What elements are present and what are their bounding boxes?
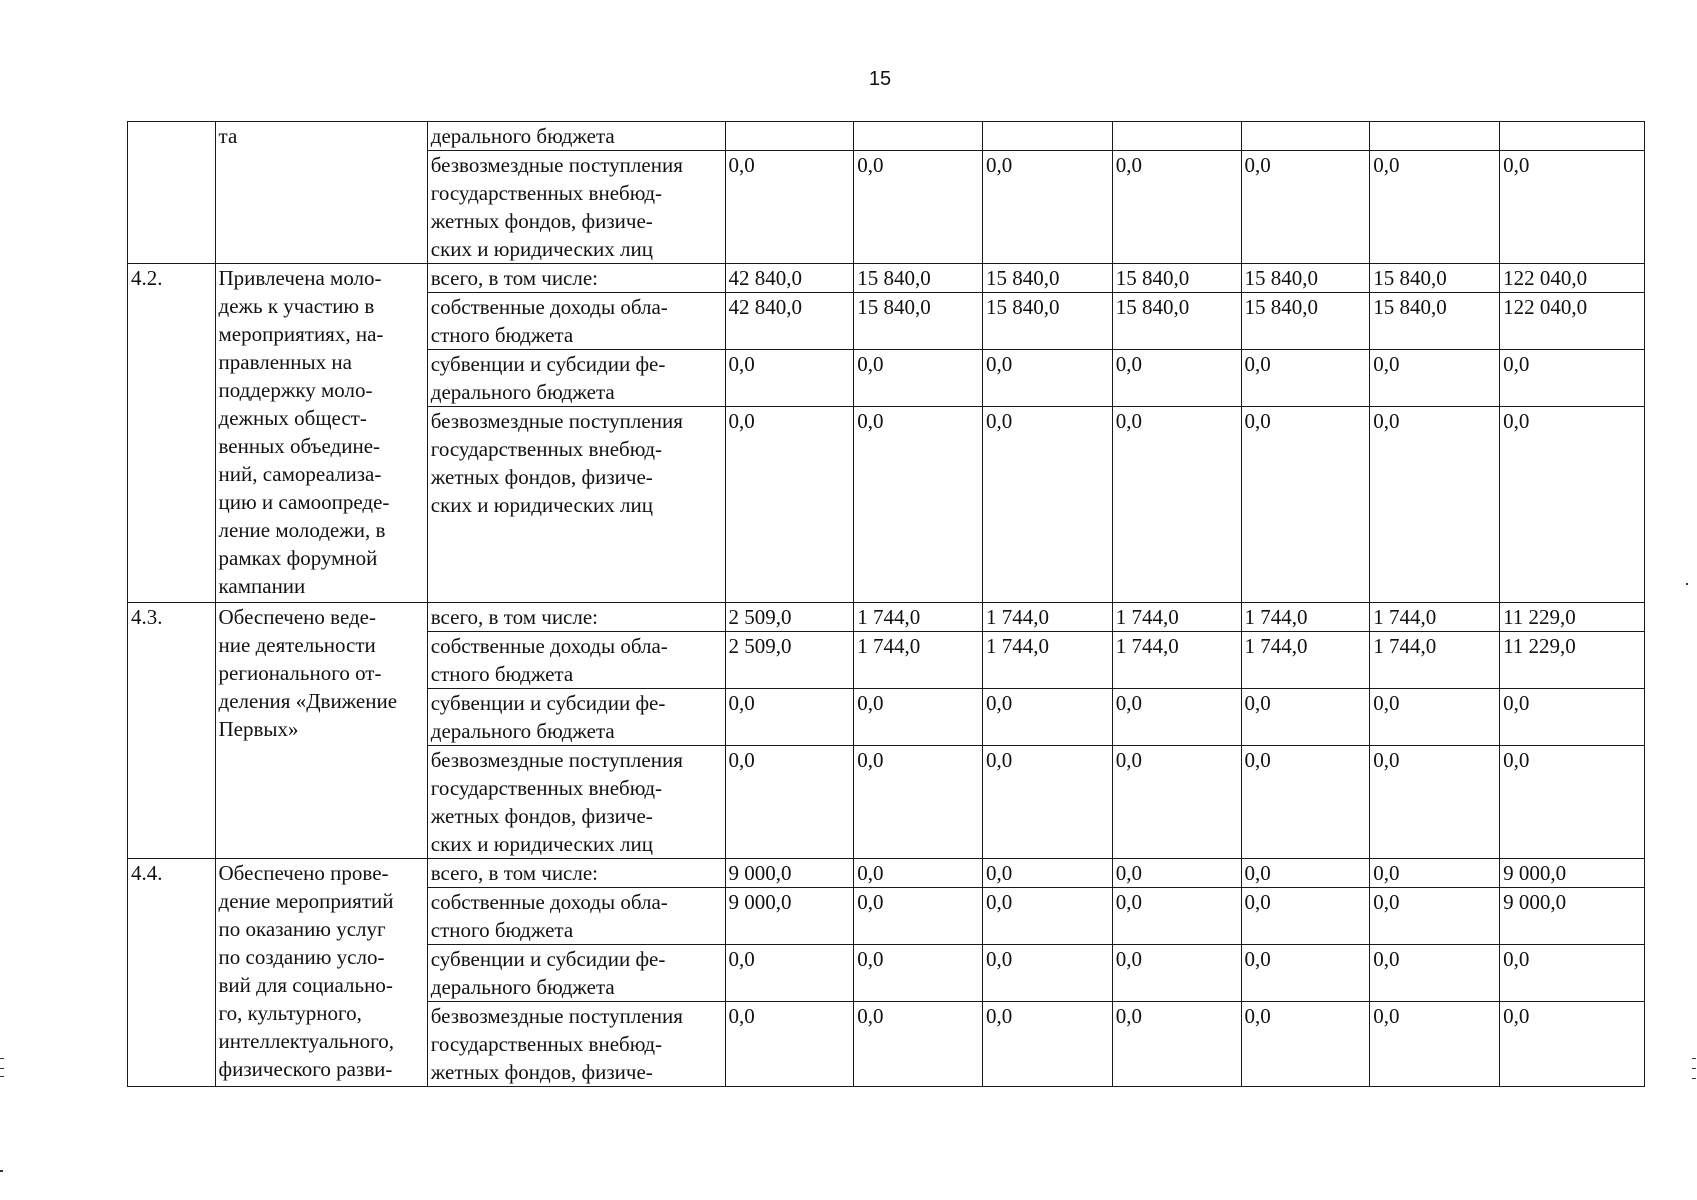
year-value-cell: 1 744,0 — [1112, 632, 1241, 689]
year-value-cell: 0,0 — [854, 859, 983, 888]
funding-source-line: собственные доходы обла- — [430, 890, 668, 914]
funding-source-cell — [427, 945, 725, 1002]
year-value-cell: 0,0 — [1241, 407, 1370, 603]
year-value-cell: 1 744,0 — [983, 603, 1113, 632]
funding-source-line: всего, в том числе: — [430, 266, 599, 290]
year-value-cell: 15 840,0 — [854, 293, 983, 350]
year-value-cell: 0,0 — [854, 407, 983, 603]
funding-source-line: государственных внебюд- — [430, 181, 663, 205]
year-value-cell: 15 840,0 — [1370, 264, 1500, 293]
year-value-cell: 9 000,0 — [725, 859, 854, 888]
year-value-cell: 0,0 — [983, 888, 1113, 945]
year-value-cell: 15 840,0 — [1112, 264, 1241, 293]
year-value-cell: 0,0 — [1112, 746, 1241, 859]
funding-source-line: ских и юридических лиц — [430, 237, 653, 261]
total-value-cell: 0,0 — [1500, 1002, 1645, 1087]
year-value-cell: 1 744,0 — [1370, 603, 1500, 632]
year-value-cell: 0,0 — [1370, 945, 1500, 1002]
year-value-cell: 0,0 — [1370, 859, 1500, 888]
description-line: та — [218, 124, 238, 148]
scan-mark — [1692, 1068, 1696, 1069]
description-line: Обеспечено прове- — [218, 861, 389, 885]
total-value-cell: 0,0 — [1500, 407, 1645, 603]
year-value-cell: 2 509,0 — [725, 603, 854, 632]
funding-source-cell — [427, 293, 725, 350]
year-value-cell: 15 840,0 — [1112, 293, 1241, 350]
funding-source-cell — [427, 122, 725, 151]
scan-mark — [0, 1076, 4, 1077]
item-number-cell: 4.4. — [128, 859, 216, 1087]
year-value-cell — [1241, 122, 1370, 151]
year-value-cell: 15 840,0 — [1241, 293, 1370, 350]
description-line: правленных на — [218, 350, 352, 374]
funding-source-line: субвенции и субсидии фе- — [430, 947, 666, 971]
year-value-cell: 0,0 — [854, 350, 983, 407]
budget-table — [127, 121, 1645, 1087]
year-value-cell: 0,0 — [1241, 945, 1370, 1002]
item-number-cell: 4.2. — [128, 264, 216, 603]
funding-source-line: жетных фондов, физиче- — [430, 804, 653, 828]
total-value-cell: 0,0 — [1500, 151, 1645, 264]
description-line: ление молодежи, в — [218, 518, 386, 542]
year-value-cell: 0,0 — [983, 689, 1113, 746]
funding-source-line: жетных фондов, физиче- — [430, 209, 653, 233]
scan-mark — [1686, 583, 1688, 585]
funding-source-cell — [427, 264, 725, 293]
description-line: рамках форумной — [218, 546, 378, 570]
table-row — [128, 122, 1645, 151]
funding-source-cell — [427, 888, 725, 945]
funding-source-cell — [427, 407, 725, 603]
scan-mark — [0, 1068, 4, 1069]
funding-source-cell — [427, 746, 725, 859]
year-value-cell: 1 744,0 — [1241, 603, 1370, 632]
funding-source-line: стного бюджета — [430, 918, 574, 942]
year-value-cell: 0,0 — [1241, 859, 1370, 888]
year-value-cell: 1 744,0 — [983, 632, 1113, 689]
year-value-cell: 0,0 — [1370, 407, 1500, 603]
total-value-cell: 122 040,0 — [1500, 293, 1645, 350]
year-value-cell: 15 840,0 — [854, 264, 983, 293]
item-number-cell: 4.3. — [128, 603, 216, 859]
year-value-cell: 15 840,0 — [1241, 264, 1370, 293]
year-value-cell: 15 840,0 — [983, 293, 1113, 350]
description-line: цию и самоопреде- — [218, 490, 390, 514]
year-value-cell: 42 840,0 — [725, 264, 854, 293]
description-line: поддержку моло- — [218, 378, 373, 402]
description-line: го, культурного, — [218, 1001, 362, 1025]
description-line: Привлечена моло- — [218, 266, 382, 290]
funding-source-line: всего, в том числе: — [430, 605, 599, 629]
total-value-cell: 11 229,0 — [1500, 603, 1645, 632]
year-value-cell: 0,0 — [983, 746, 1113, 859]
year-value-cell: 1 744,0 — [1370, 632, 1500, 689]
scan-mark — [1692, 1058, 1696, 1059]
year-value-cell: 0,0 — [854, 746, 983, 859]
funding-source-line: стного бюджета — [430, 662, 574, 686]
total-value-cell — [1500, 122, 1645, 151]
description-line: ние деятельности — [218, 633, 376, 657]
description-line: деления «Движение — [218, 689, 398, 713]
item-description-cell — [215, 264, 427, 603]
year-value-cell: 0,0 — [1112, 151, 1241, 264]
year-value-cell: 0,0 — [983, 407, 1113, 603]
year-value-cell: 0,0 — [725, 1002, 854, 1087]
year-value-cell: 0,0 — [725, 945, 854, 1002]
funding-source-line: жетных фондов, физиче- — [430, 1060, 653, 1084]
year-value-cell: 0,0 — [1370, 151, 1500, 264]
table-row — [128, 603, 1645, 632]
year-value-cell: 0,0 — [983, 1002, 1113, 1087]
funding-source-line: дерального бюджета — [430, 719, 615, 743]
year-value-cell: 9 000,0 — [725, 888, 854, 945]
year-value-cell: 0,0 — [854, 945, 983, 1002]
funding-source-line: безвозмездные поступления — [430, 1004, 683, 1028]
year-value-cell: 0,0 — [1241, 151, 1370, 264]
funding-source-cell — [427, 350, 725, 407]
funding-source-line: субвенции и субсидии фе- — [430, 352, 666, 376]
description-line: дежь к участию в — [218, 294, 375, 318]
description-line: регионального от- — [218, 661, 382, 685]
year-value-cell: 0,0 — [725, 151, 854, 264]
description-line: венных объедине- — [218, 434, 381, 458]
total-value-cell: 0,0 — [1500, 945, 1645, 1002]
year-value-cell: 0,0 — [983, 859, 1113, 888]
year-value-cell: 0,0 — [725, 407, 854, 603]
description-line: мероприятиях, на- — [218, 322, 384, 346]
year-value-cell: 42 840,0 — [725, 293, 854, 350]
year-value-cell: 0,0 — [1112, 689, 1241, 746]
description-line: интеллектуального, — [218, 1029, 394, 1053]
funding-source-line: государственных внебюд- — [430, 1032, 663, 1056]
year-value-cell: 0,0 — [1370, 1002, 1500, 1087]
year-value-cell: 0,0 — [1370, 689, 1500, 746]
year-value-cell: 0,0 — [854, 151, 983, 264]
description-line: физического разви- — [218, 1057, 393, 1081]
scan-mark — [0, 1058, 4, 1059]
funding-source-line: стного бюджета — [430, 323, 574, 347]
description-line: кампании — [218, 574, 306, 598]
year-value-cell: 1 744,0 — [1112, 603, 1241, 632]
funding-source-line: субвенции и субсидии фе- — [430, 691, 666, 715]
total-value-cell: 0,0 — [1500, 350, 1645, 407]
year-value-cell: 0,0 — [1112, 407, 1241, 603]
year-value-cell: 0,0 — [1241, 746, 1370, 859]
year-value-cell: 0,0 — [1241, 350, 1370, 407]
year-value-cell: 1 744,0 — [854, 603, 983, 632]
funding-source-cell — [427, 1002, 725, 1087]
year-value-cell: 0,0 — [983, 945, 1113, 1002]
year-value-cell: 0,0 — [725, 689, 854, 746]
year-value-cell: 0,0 — [1370, 350, 1500, 407]
funding-source-line: всего, в том числе: — [430, 861, 599, 885]
year-value-cell: 0,0 — [725, 350, 854, 407]
year-value-cell: 0,0 — [1370, 746, 1500, 859]
item-description-cell — [215, 603, 427, 859]
year-value-cell: 1 744,0 — [1241, 632, 1370, 689]
funding-source-line: безвозмездные поступления — [430, 409, 683, 433]
year-value-cell: 0,0 — [1112, 945, 1241, 1002]
funding-source-line: дерального бюджета — [430, 380, 615, 404]
scan-mark — [1692, 1078, 1696, 1079]
description-line: по оказанию услуг — [218, 917, 386, 941]
total-value-cell: 9 000,0 — [1500, 859, 1645, 888]
year-value-cell: 0,0 — [1241, 689, 1370, 746]
year-value-cell: 15 840,0 — [1370, 293, 1500, 350]
year-value-cell: 0,0 — [1112, 1002, 1241, 1087]
year-value-cell: 0,0 — [1112, 888, 1241, 945]
table-row — [128, 264, 1645, 293]
item-description-cell — [215, 122, 427, 264]
year-value-cell: 0,0 — [983, 350, 1113, 407]
year-value-cell: 0,0 — [1112, 350, 1241, 407]
year-value-cell: 0,0 — [1241, 1002, 1370, 1087]
year-value-cell: 0,0 — [983, 151, 1113, 264]
year-value-cell: 0,0 — [854, 689, 983, 746]
year-value-cell: 2 509,0 — [725, 632, 854, 689]
funding-source-line: собственные доходы обла- — [430, 634, 668, 658]
description-line: Обеспечено веде- — [218, 605, 376, 629]
funding-source-line: государственных внебюд- — [430, 776, 663, 800]
year-value-cell — [983, 122, 1113, 151]
table-body — [128, 122, 1645, 1087]
page-number: 15 — [868, 68, 892, 90]
table-row — [128, 859, 1645, 888]
funding-source-cell — [427, 603, 725, 632]
year-value-cell — [1370, 122, 1500, 151]
funding-source-line: жетных фондов, физиче- — [430, 465, 653, 489]
year-value-cell: 0,0 — [854, 888, 983, 945]
total-value-cell: 0,0 — [1500, 689, 1645, 746]
scan-mark — [0, 1170, 3, 1172]
description-line: по созданию усло- — [218, 945, 385, 969]
description-line: ний, самореализа- — [218, 462, 382, 486]
funding-source-line: дерального бюджета — [430, 975, 615, 999]
year-value-cell — [854, 122, 983, 151]
year-value-cell — [725, 122, 854, 151]
funding-source-cell — [427, 151, 725, 264]
year-value-cell: 0,0 — [1370, 888, 1500, 945]
total-value-cell: 122 040,0 — [1500, 264, 1645, 293]
funding-source-line: дерального бюджета — [430, 124, 615, 148]
year-value-cell: 1 744,0 — [854, 632, 983, 689]
year-value-cell: 15 840,0 — [983, 264, 1113, 293]
item-description-cell — [215, 859, 427, 1087]
total-value-cell: 0,0 — [1500, 746, 1645, 859]
year-value-cell: 0,0 — [725, 746, 854, 859]
year-value-cell — [1112, 122, 1241, 151]
funding-source-line: государственных внебюд- — [430, 437, 663, 461]
funding-source-line: ских и юридических лиц — [430, 493, 653, 517]
description-line: вий для социально- — [218, 973, 393, 997]
item-number-cell — [128, 122, 216, 264]
year-value-cell: 0,0 — [1112, 859, 1241, 888]
funding-source-line: безвозмездные поступления — [430, 153, 683, 177]
funding-source-cell — [427, 859, 725, 888]
description-line: дение мероприятий — [218, 889, 394, 913]
year-value-cell: 0,0 — [1241, 888, 1370, 945]
total-value-cell: 11 229,0 — [1500, 632, 1645, 689]
funding-source-cell — [427, 632, 725, 689]
year-value-cell: 0,0 — [854, 1002, 983, 1087]
funding-source-line: безвозмездные поступления — [430, 748, 683, 772]
funding-source-line: ских и юридических лиц — [430, 832, 653, 856]
description-line: дежных общест- — [218, 406, 367, 430]
funding-source-cell — [427, 689, 725, 746]
description-line: Первых» — [218, 717, 299, 741]
funding-source-line: собственные доходы обла- — [430, 295, 668, 319]
total-value-cell: 9 000,0 — [1500, 888, 1645, 945]
